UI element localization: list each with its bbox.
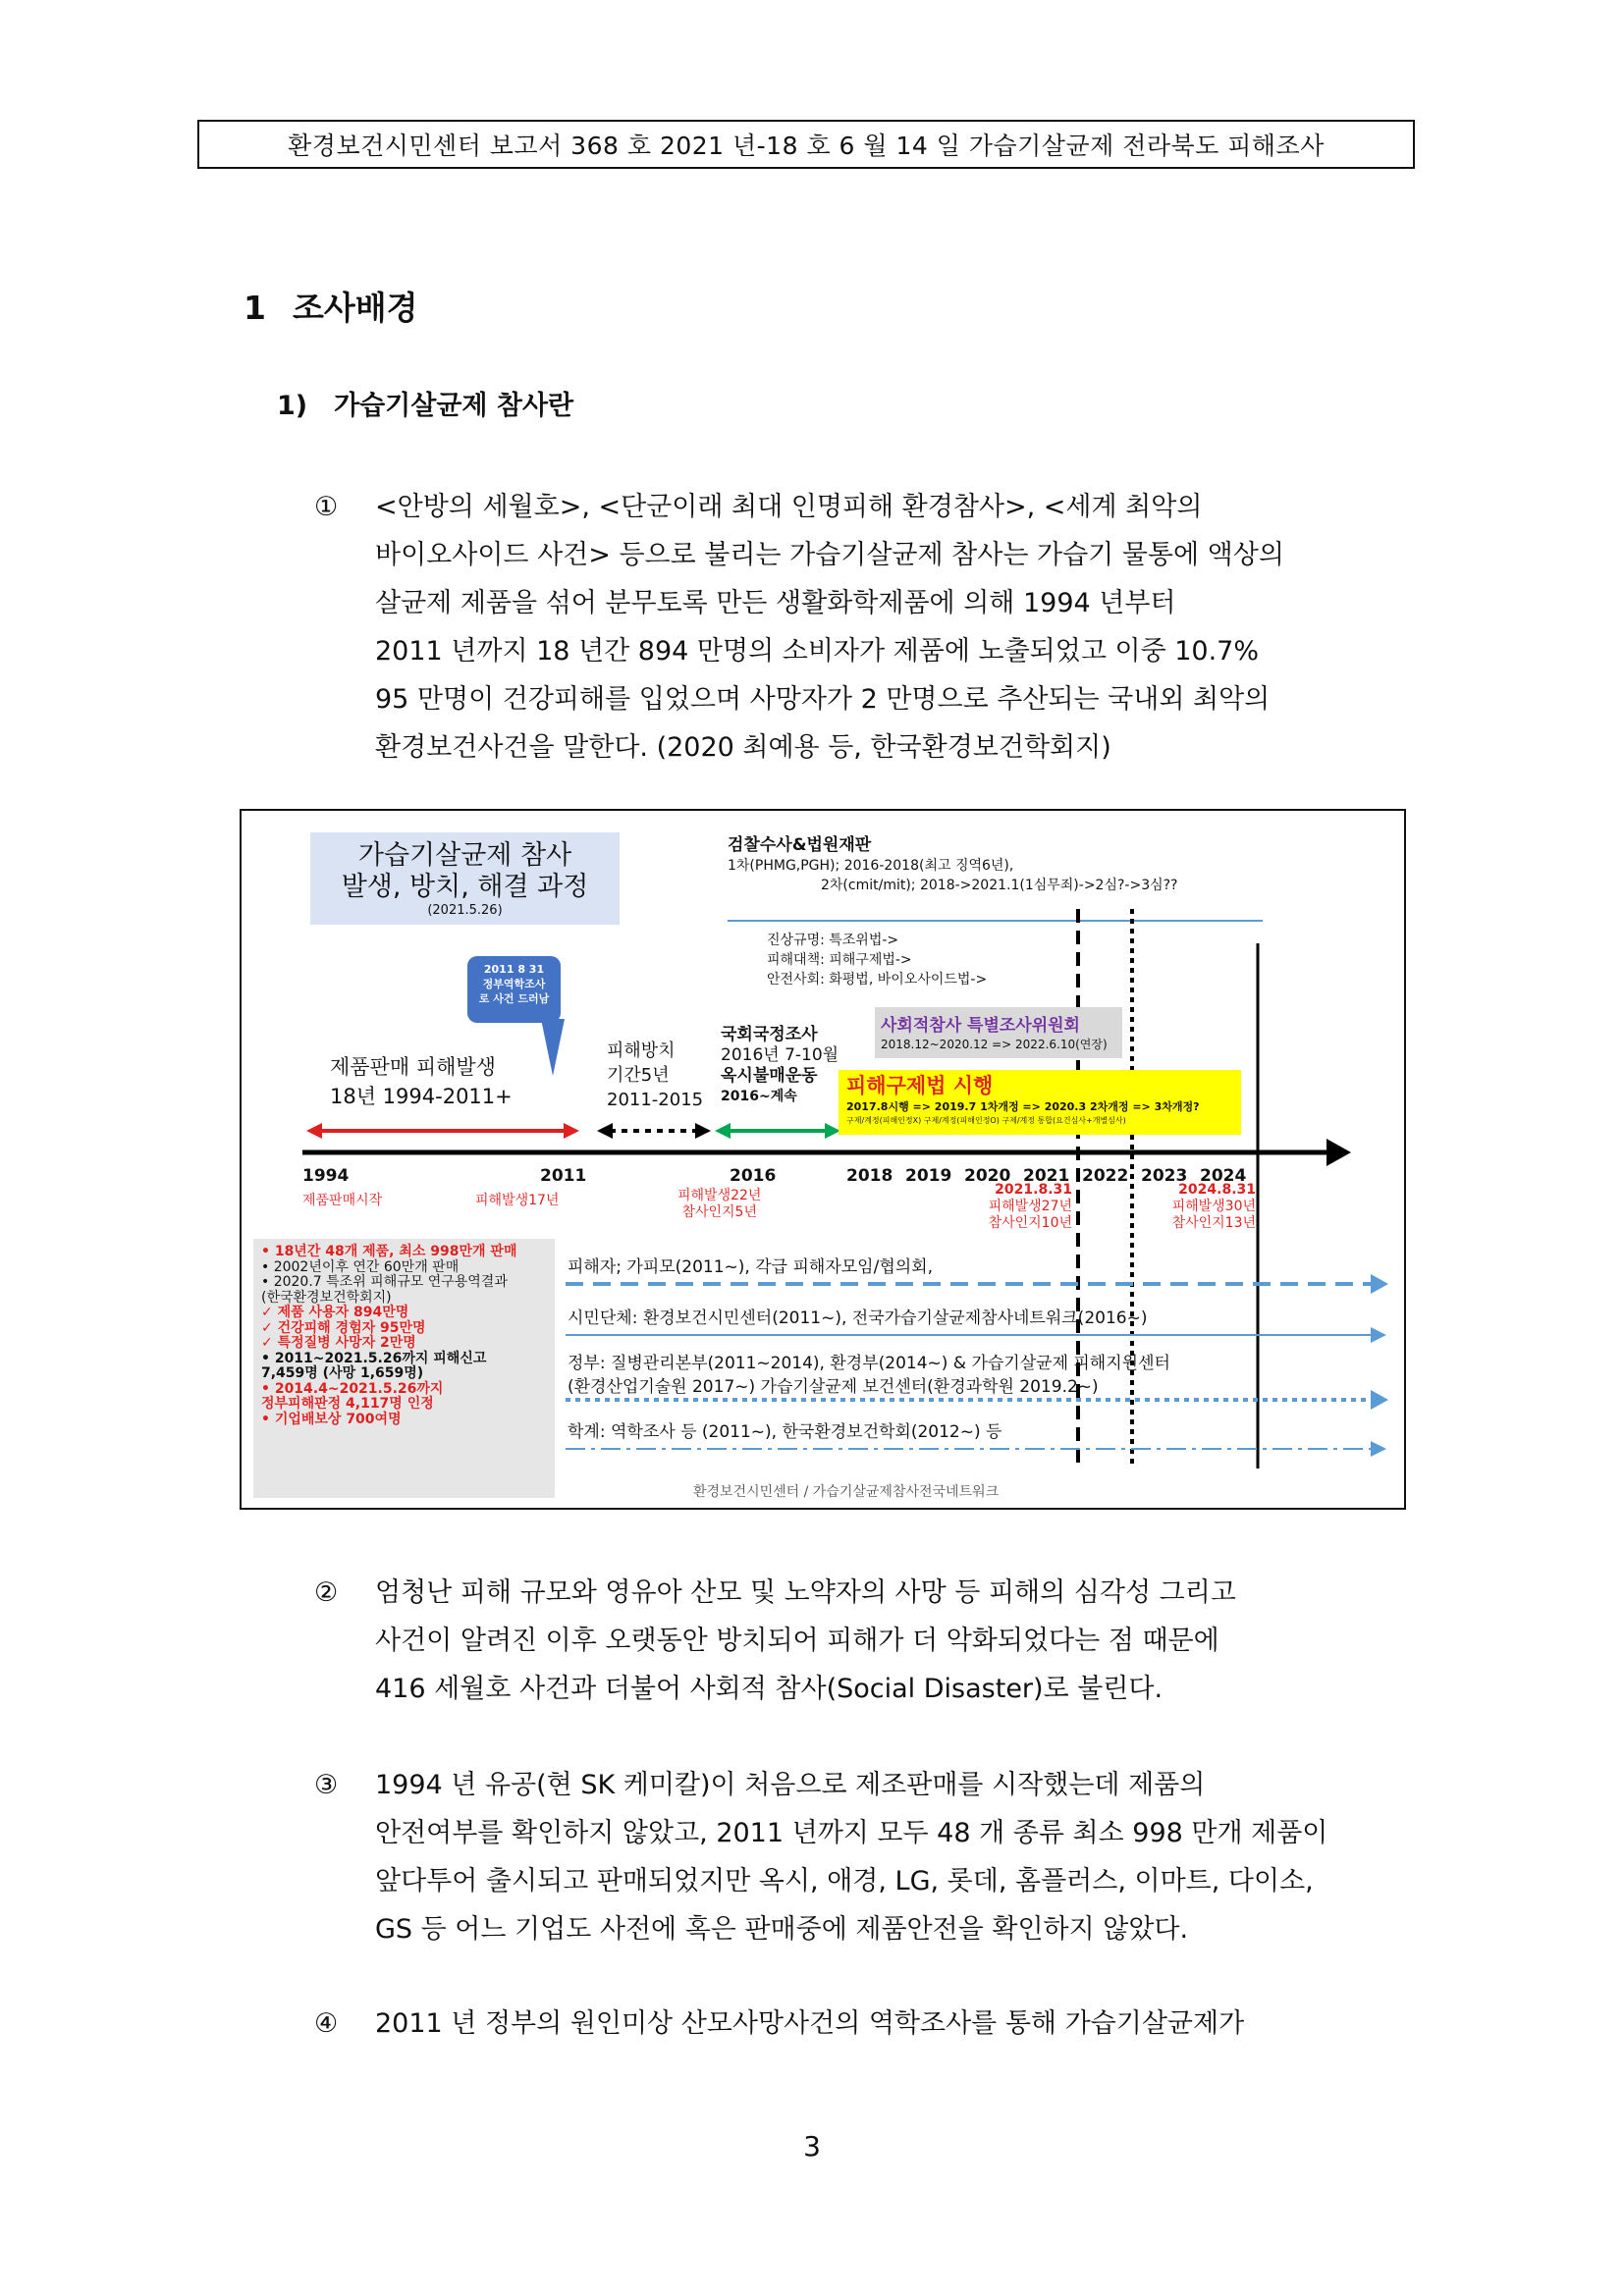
phase2-period: 2011-2015: [607, 1090, 704, 1110]
stat-line: • 2002년이후 연간 60만개 판매: [261, 1258, 460, 1275]
year-note-1994: 제품판매시작: [302, 1193, 383, 1208]
paragraph-marker: ③: [314, 1770, 339, 1800]
note-line: 2021.8.31: [995, 1182, 1072, 1198]
year-label: 2011: [540, 1166, 587, 1186]
callout-line: 2011 8 31: [483, 963, 545, 976]
stat-line: • 2011~2021.5.26까지 피해신고: [261, 1350, 487, 1366]
timeline-figure: [240, 809, 1406, 1510]
note-line: 피해발생27년: [988, 1199, 1072, 1214]
national-audit-block: [721, 1025, 839, 1107]
stat-line: 정부피해판정 4,117명 인정: [261, 1396, 434, 1412]
phase1-label: [330, 1052, 513, 1111]
figure-title-line1: 가습기살균제 참사: [357, 840, 572, 871]
commission-period: 2018.12~2020.12 => 2022.6.10(연장): [881, 1038, 1108, 1051]
year-label: 2021: [1023, 1166, 1070, 1186]
phase1-period: 18년 1994-2011+: [330, 1085, 513, 1108]
statistics-panel: [253, 1239, 555, 1498]
commission-title: 사회적참사 특별조사위원회: [881, 1016, 1080, 1036]
national-audit-title: 국회국정조사: [721, 1025, 818, 1044]
prosecution-title: 검찰수사&법원재판: [728, 835, 872, 855]
paragraph-marker: ①: [314, 492, 339, 522]
timeline-arrowhead: [1326, 1139, 1351, 1166]
national-audit-date: 2016년 7-10월: [721, 1045, 839, 1065]
year-label: 2023: [1141, 1166, 1188, 1186]
callout-pointer: [541, 1019, 565, 1076]
report-header: 환경보건시민센터 보고서 368 호 2021 년-18 호 6 월 14 일 가습기살균제 전라북도 피해조사: [197, 120, 1415, 169]
paragraph-line: 2011 년까지 18 년간 894 만명의 소비자가 제품에 노출되었고 이중 10.7%: [375, 636, 1260, 667]
track-label-academia: 학계: 역학조사 등 (2011~), 한국환경보건학회(2012~) 등: [568, 1422, 1002, 1442]
note-line: 참사인지10년: [988, 1215, 1072, 1231]
stat-line: 7,459명 (사망 1,659명): [261, 1365, 424, 1381]
subsection-number: 1): [277, 391, 308, 421]
relief-law-title: 피해구제법 시행: [846, 1074, 994, 1097]
special-commission-box: [875, 1007, 1122, 1058]
paragraph-line: 95 만명이 건강피해를 입었으며 사망자가 2 만명으로 추산되는 국내외 최악의: [375, 684, 1271, 715]
boycott-period: 2016~계속: [721, 1089, 797, 1104]
relief-law-box: [839, 1070, 1241, 1135]
paragraph-line: 2011 년 정부의 원인미상 산모사망사건의 역학조사를 통해 가습기살균제가: [375, 2008, 1245, 2039]
agenda-block: [767, 931, 987, 989]
subsection-heading: [277, 384, 573, 422]
year-label: 2022: [1082, 1166, 1129, 1186]
prosecution-line2: 2차(cmit/mit); 2018->2021.1(1심무죄)->2심?->3심??: [821, 878, 1178, 893]
paragraph-1: [314, 483, 1394, 772]
phase2-label: [607, 1039, 703, 1112]
agenda-item: 피해대책: 피해구제법->: [767, 952, 912, 968]
paragraph-line: 엄청난 피해 규모와 영유아 산모 및 노약자의 사망 등 피해의 심각성 그리고: [375, 1577, 1236, 1608]
stat-line: ✓ 특정질병 사망자 2만명: [261, 1335, 416, 1351]
paragraph-3: [314, 1761, 1394, 1953]
year-label: 2018: [846, 1166, 893, 1186]
paragraph-2: [314, 1569, 1394, 1713]
note-line: 피해발생30년: [1171, 1199, 1256, 1214]
year-label: 2019: [905, 1166, 952, 1186]
relief-law-timeline: 2017.8시행 => 2019.7 1차개정 => 2020.3 2차개정 => 3차개정?: [846, 1100, 1200, 1113]
paragraph-line: 416 세월호 사건과 더불어 사회적 참사(Social Disaster)로 불린다.: [375, 1674, 1164, 1704]
year-label: 2024: [1200, 1166, 1247, 1186]
year-note-2016: [677, 1188, 761, 1221]
paragraph-marker: ②: [314, 1577, 339, 1608]
figure-title-date: (2021.5.26): [427, 903, 503, 918]
year-label: 1994: [302, 1166, 350, 1186]
page-number: 3: [803, 2130, 821, 2163]
relief-law-detail: 구제/계정(피해인정X) 구제/계정(피해인정O) 구제/계정 통합(요건심사+개별심사): [846, 1116, 1126, 1125]
note-line: 참사인지13년: [1171, 1215, 1256, 1231]
track-label-civic: 시민단체: 환경보건시민센터(2011~), 전국가습기살균제참사네트워크(2016~): [568, 1308, 1148, 1328]
section-title: 조사배경: [293, 289, 418, 327]
agenda-item: 안전사회: 화평법, 바이오사이드법->: [767, 972, 988, 988]
stat-line: (한국환경보건학회지): [261, 1289, 392, 1306]
year-note-2024: [1160, 1182, 1256, 1232]
stat-line: • 18년간 48개 제품, 최소 998만개 판매: [261, 1244, 517, 1259]
track-label-victims: 피해자; 가피모(2011~), 각급 피해자모임/협의회,: [568, 1257, 933, 1277]
paragraph-line: 사건이 알려진 이후 오랫동안 방치되어 피해가 더 악화되었다는 점 때문에: [375, 1626, 1219, 1656]
figure-source: 환경보건시민센터 / 가습기살균제참사전국네트워크: [693, 1484, 1000, 1500]
stat-line: • 2014.4~2021.5.26까지: [261, 1380, 444, 1397]
note-line: 피해발생22년: [677, 1188, 762, 1203]
paragraph-line: 1994 년 유공(현 SK 케미칼)이 처음으로 제조판매를 시작했는데 제품의: [375, 1770, 1206, 1800]
figure-title-line2: 발생, 방치, 해결 과정: [341, 872, 589, 902]
agenda-item: 진상규명: 특조위법->: [767, 933, 899, 948]
paragraph-line: <안방의 세월호>, <단군이래 최대 인명피해 환경참사>, <세계 최악의: [375, 492, 1203, 522]
section-heading: [244, 283, 418, 329]
paragraph-line: 환경보건사건을 말한다. (2020 최예용 등, 한국환경보건학회지): [375, 732, 1111, 763]
paragraph-4: [314, 2000, 1394, 2048]
stat-line: • 2020.7 특조위 피해규모 연구용역결과: [261, 1274, 508, 1290]
callout-line: 로 사건 드러남: [478, 992, 550, 1005]
paragraph-marker: ④: [314, 2008, 339, 2039]
phase1-title: 제품판매 피해발생: [330, 1055, 496, 1079]
paragraph-line: 살균제 제품을 섞어 분무토록 만든 생활화학제품에 의해 1994 년부터: [375, 588, 1176, 618]
phase2-duration: 기간5년: [607, 1065, 670, 1086]
subsection-title: 가습기살균제 참사란: [334, 391, 574, 421]
note-line: 참사인지5년: [681, 1204, 757, 1220]
year-label: 2016: [730, 1166, 777, 1186]
year-label: 2020: [964, 1166, 1011, 1186]
note-line: 2024.8.31: [1178, 1182, 1256, 1198]
prosecution-block: [728, 834, 1178, 895]
stat-line: ✓ 건강피해 경험자 95만명: [261, 1319, 426, 1336]
stat-line: • 기업배보상 700여명: [261, 1411, 402, 1427]
paragraph-line: 앞다투어 출시되고 판매되었지만 옥시, 애경, LG, 롯데, 홈플러스, 이마트, 다이소,: [375, 1866, 1314, 1896]
track-label-government: 정부: 질병관리본부(2011~2014), 환경부(2014~) & 가습기살균제 피해지원센터: [568, 1354, 1170, 1373]
paragraph-line: 안전여부를 확인하지 않았고, 2011 년까지 모두 48 개 종류 최소 998 만개 제품이: [375, 1818, 1328, 1848]
prosecution-line1: 1차(PHMG,PGH); 2016-2018(최고 징역6년),: [728, 858, 1014, 874]
figure-title-box: [310, 832, 620, 925]
year-note-2011: 피해발생17년: [475, 1193, 560, 1208]
section-number: 1: [244, 289, 266, 327]
callout-line: 정부역학조사: [482, 978, 546, 990]
track-label-government-2: (환경산업기술원 2017~) 가습기살균제 보건센터(환경과학원 2019.2~): [568, 1377, 1099, 1397]
investigation-callout: [467, 956, 561, 1023]
paragraph-line: GS 등 어느 기업도 사전에 혹은 판매중에 제품안전을 확인하지 않았다.: [375, 1914, 1189, 1945]
phase2-title: 피해방치: [607, 1041, 676, 1061]
year-note-2021: [978, 1182, 1072, 1232]
paragraph-line: 바이오사이드 사건> 등으로 불리는 가습기살균제 참사는 가습기 물통에 액상의: [375, 540, 1284, 570]
boycott-label: 옥시불매운동: [721, 1066, 818, 1086]
stat-line: ✓ 제품 사용자 894만명: [261, 1305, 409, 1320]
